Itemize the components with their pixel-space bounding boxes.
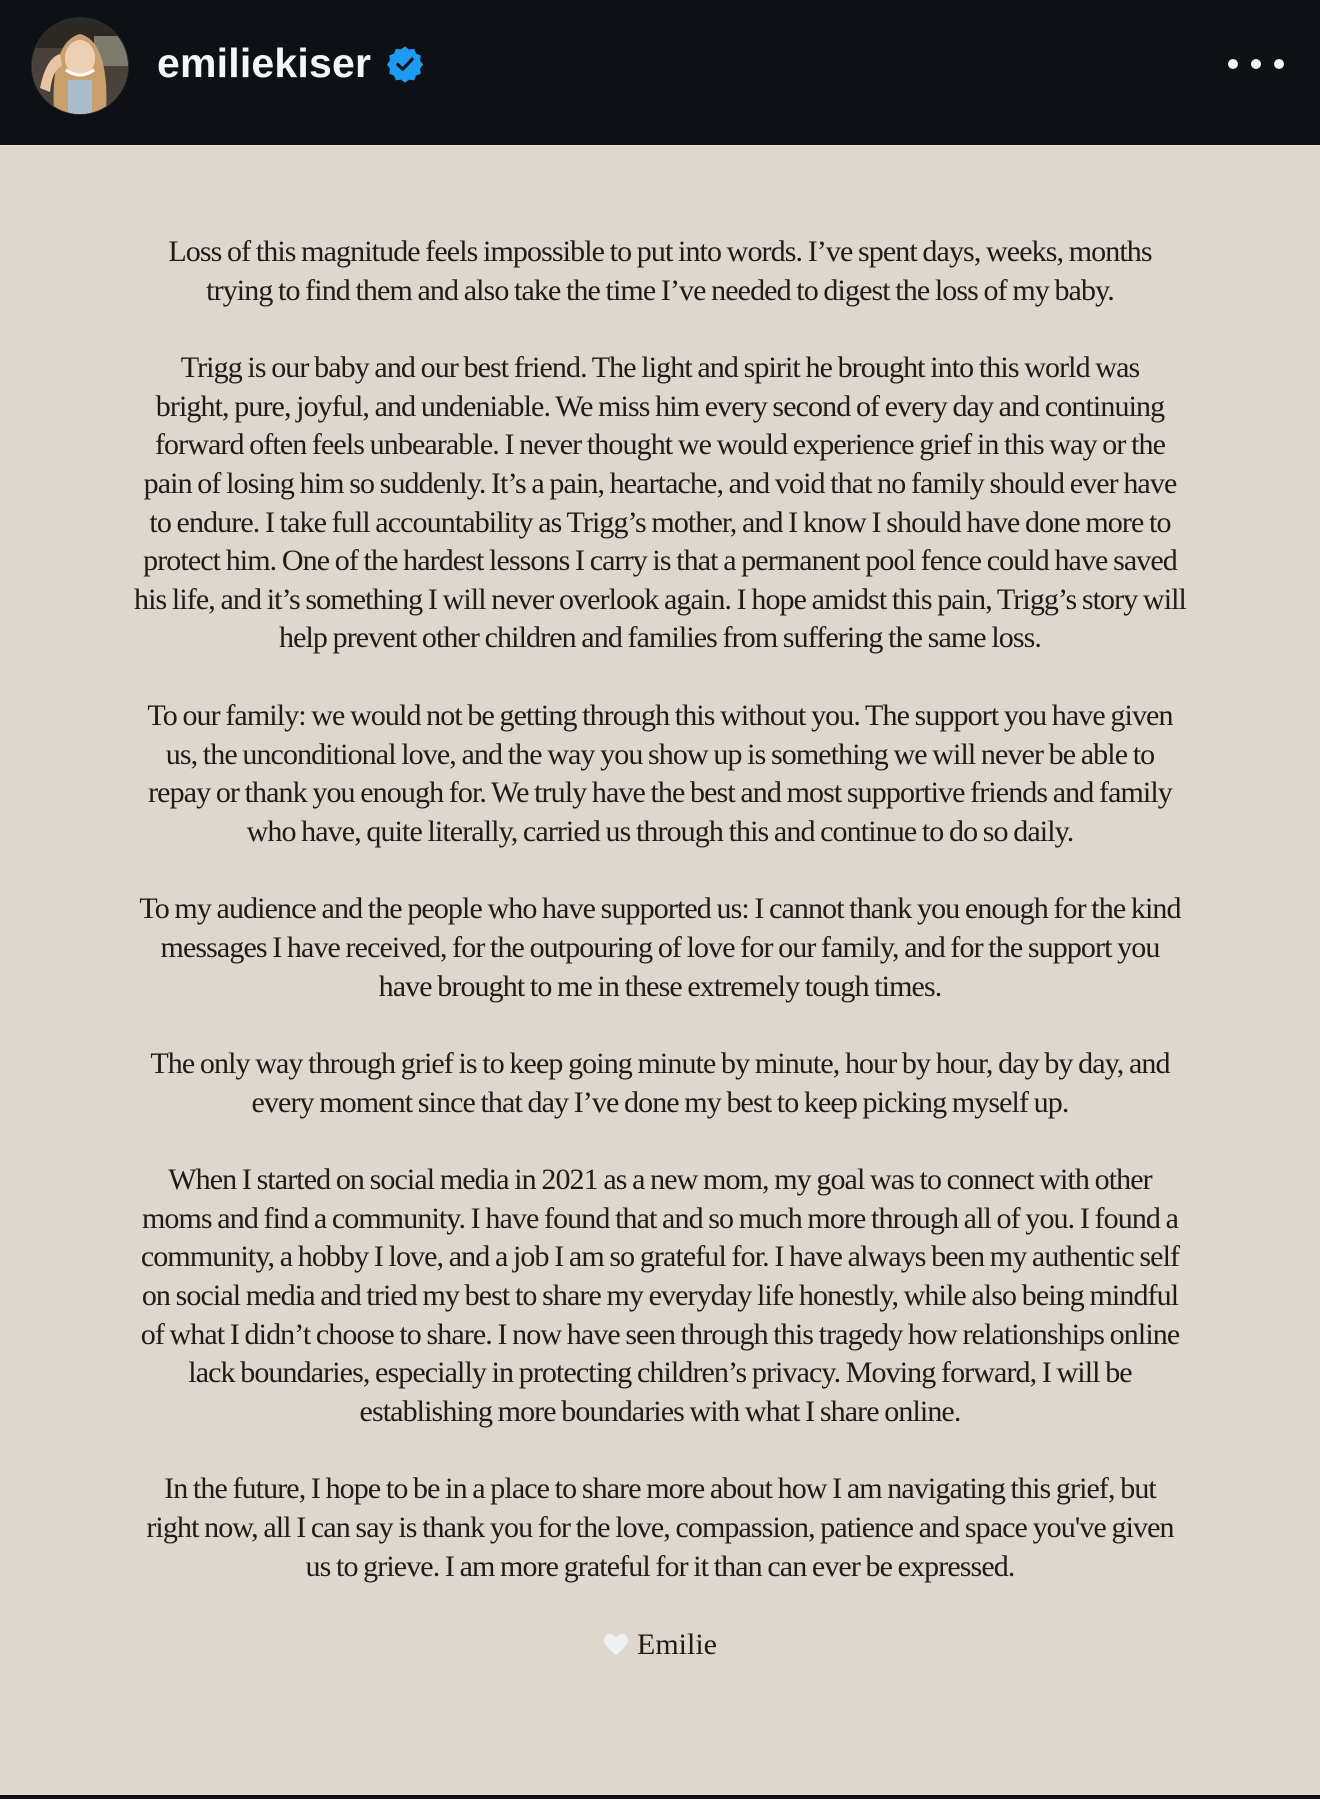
paragraph-5: [0, 1045, 1320, 1122]
text-line: To our family: we would not be getting through this without you. The support you have given: [147, 698, 1173, 732]
text-line: help prevent other children and families from suffering the same loss.: [278, 621, 1042, 655]
paragraph-7: [0, 1470, 1320, 1586]
text-line: who have, quite literally, carried us through this and continue to do so daily.: [246, 814, 1074, 848]
text-line: forward often feels unbearable. I never thought we would experience grief in this way or the: [154, 428, 1166, 462]
paragraph-6: [0, 1161, 1320, 1431]
text-line: When I started on social media in 2021 as a new mom, my goal was to connect with other: [168, 1163, 1152, 1197]
text-line: trying to find them and also take the time I’ve needed to digest the loss of my baby.: [206, 273, 1114, 307]
paragraph-3: [0, 697, 1320, 851]
more-options-button[interactable]: [1228, 48, 1284, 80]
text-line: messages I have received, for the outpouring of love for our family, and for the support you: [160, 930, 1160, 964]
text-line: repay or thank you enough for. We truly have the best and most supportive friends and family: [148, 776, 1172, 810]
text-line: Loss of this magnitude feels impossible to put into words. I’ve spent days, weeks, months: [168, 235, 1152, 268]
post-header: [0, 0, 1320, 145]
text-line: on social media and tried my best to share my everyday life honestly, while also being mindful: [141, 1279, 1179, 1313]
signature: [0, 1625, 1320, 1664]
avatar-photo-icon: [32, 18, 128, 114]
text-line: moms and find a community. I have found that and so much more through all of you. I found a: [141, 1201, 1179, 1235]
more-options-icon: [1274, 59, 1284, 69]
more-options-icon: [1251, 59, 1261, 69]
text-line: us to grieve. I am more grateful for it than can ever be expressed.: [305, 1549, 1015, 1583]
bottom-edge: [0, 1795, 1320, 1799]
text-line: Trigg is our baby and our best friend. The light and spirit he brought into this world was: [180, 351, 1140, 385]
text-line: of what I didn’t choose to share. I now have seen through this tragedy how relationships online: [140, 1317, 1180, 1351]
text-line: establishing more boundaries with what I share online.: [359, 1394, 961, 1428]
text-line: have brought to me in these extremely tough times.: [378, 969, 942, 1003]
text-line: bright, pure, joyful, and undeniable. We miss him every second of every day and continuing: [155, 389, 1165, 423]
text-line: right now, all I can say is thank you for the love, compassion, patience and space you've given: [146, 1511, 1174, 1545]
text-line: pain of losing him so suddenly. It’s a pain, heartache, and void that no family should ever have: [143, 466, 1177, 500]
text-line: community, a hobby I love, and a job I am so grateful for. I have always been my authentic self: [140, 1240, 1180, 1274]
profile-avatar[interactable]: [32, 18, 128, 114]
text-line: every moment since that day I’ve done my best to keep picking myself up.: [251, 1085, 1069, 1119]
signature-name: Emilie: [637, 1627, 717, 1661]
text-line: lack boundaries, especially in protecting children’s privacy. Moving forward, I will be: [188, 1356, 1132, 1390]
text-line: protect him. One of the hardest lessons I carry is that a permanent pool fence could have saved: [143, 544, 1177, 578]
paragraph-4: [0, 890, 1320, 1006]
text-line: To my audience and the people who have supported us: I cannot thank you enough for the kind: [139, 892, 1181, 926]
post-image: [0, 145, 1320, 1796]
text-line: In the future, I hope to be in a place to share more about how I am navigating this grief, but: [164, 1472, 1156, 1506]
paragraph-2: [0, 349, 1320, 658]
text-line: The only way through grief is to keep going minute by minute, hour by hour, day by day, and: [150, 1047, 1170, 1081]
verified-badge-icon: [386, 45, 424, 83]
text-line: us, the unconditional love, and the way you show up is something we will never be able to: [165, 737, 1155, 771]
letter-text: [0, 233, 1320, 1664]
text-line: his life, and it’s something I will never overlook again. I hope amidst this pain, Trigg’s story will: [134, 582, 1186, 616]
text-line: to endure. I take full accountability as Trigg’s mother, and I know I should have done more to: [149, 505, 1171, 539]
more-options-icon: [1228, 59, 1238, 69]
username[interactable]: emiliekiser: [157, 40, 372, 86]
paragraph-1: [0, 233, 1320, 310]
white-heart-icon: [603, 1633, 629, 1657]
